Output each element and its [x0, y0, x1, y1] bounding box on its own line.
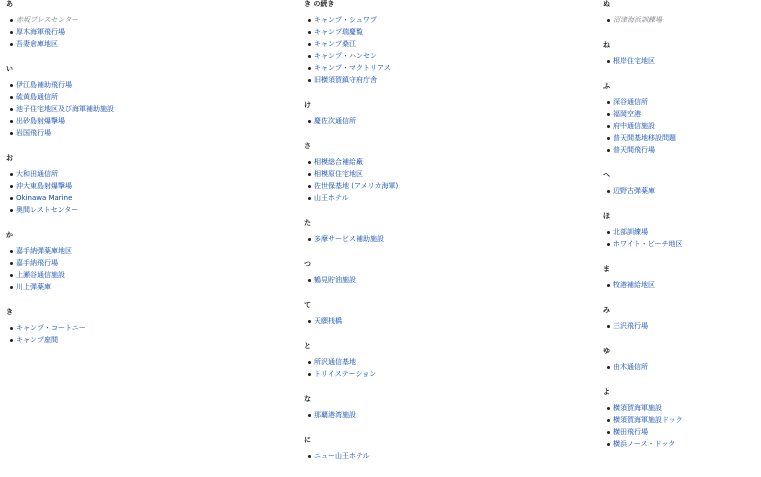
list-item: [603, 96, 761, 108]
group-heading: な: [304, 395, 311, 403]
group-heading: み: [603, 306, 610, 314]
index-group: [603, 306, 761, 332]
article-link[interactable]: 福岡空港: [613, 110, 641, 118]
article-link[interactable]: 吾妻倉庫地区: [16, 40, 58, 48]
article-link[interactable]: 上瀬谷通信施設: [16, 271, 65, 279]
list-item: [6, 269, 256, 281]
index-group: [603, 388, 761, 450]
article-link[interactable]: キャンプ・コートニー: [16, 324, 86, 332]
article-link[interactable]: Okinawa Marine: [16, 194, 73, 202]
article-link[interactable]: 嘉手納飛行場: [16, 259, 58, 267]
group-list: [304, 356, 554, 380]
list-item: [603, 108, 761, 120]
group-list: [603, 226, 761, 250]
index-group: [603, 265, 761, 291]
list-item: [304, 315, 554, 327]
list-item: [304, 180, 554, 192]
article-link[interactable]: 池子住宅地区及び海軍補助施設: [16, 105, 114, 113]
group-list: [304, 450, 554, 462]
article-link[interactable]: キャンプ桑江: [314, 40, 356, 48]
list-item: [304, 192, 554, 204]
list-item: [6, 204, 256, 216]
group-heading: き: [6, 308, 13, 316]
article-link[interactable]: 旧横須賀鎮守府庁舎: [314, 76, 377, 84]
article-link[interactable]: 深谷通信所: [613, 98, 648, 106]
list-item: [603, 132, 761, 144]
list-item: [304, 74, 554, 86]
list-item: [304, 233, 554, 245]
article-link[interactable]: ニュー山王ホテル: [314, 452, 370, 460]
article-link[interactable]: 北部訓練場: [613, 228, 648, 236]
list-item: [6, 257, 256, 269]
group-heading: さ: [304, 142, 311, 150]
group-list: [304, 233, 554, 245]
list-item: [304, 450, 554, 462]
group-list: [6, 14, 256, 50]
article-link[interactable]: 根岸住宅地区: [613, 57, 655, 65]
index-column-1: [6, 0, 256, 361]
list-item: [6, 180, 256, 192]
group-heading: か: [6, 231, 13, 239]
article-link[interactable]: 厚木海軍飛行場: [16, 28, 65, 36]
list-item: [603, 238, 761, 250]
article-link[interactable]: ホワイト・ビーチ地区: [613, 240, 683, 248]
article-link[interactable]: 多摩サービス補助施設: [314, 235, 384, 243]
index-group: [304, 101, 554, 127]
list-item: [304, 26, 554, 38]
group-heading: ゆ: [603, 347, 610, 355]
group-list: [603, 185, 761, 197]
list-item: [6, 91, 256, 103]
group-list: [304, 14, 554, 86]
article-link[interactable]: 普天間飛行場: [613, 146, 655, 154]
article-link[interactable]: キャンプ・マクトリアス: [314, 64, 391, 72]
list-item: [6, 192, 256, 204]
article-link[interactable]: 伊江島補助飛行場: [16, 81, 72, 89]
group-heading: ぬ: [603, 0, 610, 8]
article-link[interactable]: 天願桟橋: [314, 317, 342, 325]
list-item: [603, 402, 761, 414]
group-heading: へ: [603, 171, 610, 179]
group-heading: ふ: [603, 82, 610, 90]
list-item: [6, 127, 256, 139]
list-item: [6, 115, 256, 127]
group-list: [6, 79, 256, 139]
article-link[interactable]: 出砂島射爆撃場: [16, 117, 65, 125]
article-link[interactable]: 相模原住宅地区: [314, 170, 363, 178]
article-link[interactable]: 横須賀海軍施設: [613, 404, 662, 412]
group-list: [603, 96, 761, 156]
list-item: [304, 368, 554, 380]
index-group: [603, 347, 761, 373]
list-item: [603, 185, 761, 197]
index-group: [603, 0, 761, 26]
index-group: [304, 342, 554, 380]
group-list: [6, 322, 256, 346]
group-heading: ま: [603, 265, 610, 273]
article-link[interactable]: キャンプ・シュワブ: [314, 16, 377, 24]
list-item: [603, 438, 761, 450]
list-item: [603, 320, 761, 332]
group-heading: い: [6, 65, 13, 73]
article-link[interactable]: キャンプ座間: [16, 336, 58, 344]
group-heading: お: [6, 154, 13, 162]
list-item: [6, 79, 256, 91]
group-list: [304, 409, 554, 421]
group-heading: た: [304, 219, 311, 227]
list-item: [603, 120, 761, 132]
article-link[interactable]: 府中通信施設: [613, 122, 655, 130]
list-item: [603, 14, 761, 26]
list-item: [304, 14, 554, 26]
list-item: [304, 62, 554, 74]
article-link[interactable]: 所沢通信基地: [314, 358, 356, 366]
article-link[interactable]: 鶴見貯油施設: [314, 276, 356, 284]
article-link[interactable]: キャンプ・ハンセン: [314, 52, 377, 60]
list-item: [304, 156, 554, 168]
list-item: [6, 38, 256, 50]
article-link[interactable]: 由木通信所: [613, 363, 648, 371]
article-link[interactable]: 沖大東島射爆撃場: [16, 182, 72, 190]
group-list: [603, 402, 761, 450]
article-link[interactable]: 慶佐次通信所: [314, 117, 356, 125]
article-link[interactable]: キャンプ瑞慶覧: [314, 28, 363, 36]
list-item: [304, 409, 554, 421]
group-heading: き の続き: [304, 0, 335, 8]
article-link[interactable]: 普天間基地移設問題: [613, 134, 676, 142]
list-item: [6, 168, 256, 180]
article-link[interactable]: 硫黄島通信所: [16, 93, 58, 101]
group-heading: ね: [603, 41, 610, 49]
group-list: [603, 55, 761, 67]
group-list: [603, 14, 761, 26]
index-group: [304, 142, 554, 204]
article-link[interactable]: 奥間レストセンター: [16, 206, 79, 214]
list-item: [304, 38, 554, 50]
list-item: [304, 274, 554, 286]
index-group: [304, 260, 554, 286]
group-list: [6, 245, 256, 293]
article-link[interactable]: 三沢飛行場: [613, 322, 648, 330]
group-heading: よ: [603, 388, 610, 396]
index-group: [603, 212, 761, 250]
list-item: [603, 426, 761, 438]
group-heading: つ: [304, 260, 311, 268]
index-group: [6, 65, 256, 139]
list-item: [603, 226, 761, 238]
group-heading: と: [304, 342, 311, 350]
article-link[interactable]: 山王ホテル: [314, 194, 349, 202]
list-item: [6, 103, 256, 115]
list-item: [603, 55, 761, 67]
index-group: [304, 436, 554, 462]
index-column-2: [304, 0, 554, 477]
list-item: [6, 245, 256, 257]
article-link[interactable]: 横浜ノース・ドック: [613, 440, 676, 448]
index-group: [304, 395, 554, 421]
article-link[interactable]: 相模総合補給廠: [314, 158, 363, 166]
list-item: [304, 115, 554, 127]
index-group: [603, 171, 761, 197]
list-item: [603, 279, 761, 291]
list-item: [6, 281, 256, 293]
list-item: [6, 14, 256, 26]
index-group: [6, 231, 256, 293]
group-list: [304, 274, 554, 286]
group-list: [304, 315, 554, 327]
article-link[interactable]: 赤坂プレスセンター: [16, 16, 79, 24]
list-item: [6, 334, 256, 346]
index-column-3: [603, 0, 761, 465]
index-group: [603, 41, 761, 67]
article-link[interactable]: 牧港補給地区: [613, 281, 655, 289]
list-item: [6, 322, 256, 334]
article-link[interactable]: 辺野古弾薬庫: [613, 187, 655, 195]
article-link[interactable]: 大和田通信所: [16, 170, 58, 178]
group-heading: に: [304, 436, 311, 444]
index-group: [6, 154, 256, 216]
group-list: [304, 115, 554, 127]
index-group: [304, 0, 554, 86]
article-link[interactable]: 佐世保基地 (アメリカ海軍): [314, 182, 399, 190]
group-heading: ほ: [603, 212, 610, 220]
group-list: [304, 156, 554, 204]
index-group: [6, 0, 256, 50]
article-link[interactable]: 岩国飛行場: [16, 129, 51, 137]
group-list: [6, 168, 256, 216]
article-link[interactable]: 沼津海浜訓練場: [613, 16, 662, 24]
list-item: [603, 144, 761, 156]
article-link[interactable]: 横須賀海軍施設ドック: [613, 416, 683, 424]
article-link[interactable]: トリイステーション: [314, 370, 377, 378]
list-item: [603, 361, 761, 373]
group-heading: て: [304, 301, 311, 309]
index-group: [304, 301, 554, 327]
group-list: [603, 320, 761, 332]
group-heading: け: [304, 101, 311, 109]
list-item: [304, 356, 554, 368]
article-link[interactable]: 川上弾薬庫: [16, 283, 51, 291]
list-item: [6, 26, 256, 38]
group-list: [603, 279, 761, 291]
index-group: [6, 308, 256, 346]
group-heading: あ: [6, 0, 13, 8]
group-list: [603, 361, 761, 373]
index-group: [304, 219, 554, 245]
list-item: [304, 50, 554, 62]
index-group: [603, 82, 761, 156]
article-link[interactable]: 横田飛行場: [613, 428, 648, 436]
article-link[interactable]: 那覇港湾施設: [314, 411, 356, 419]
list-item: [304, 168, 554, 180]
article-link[interactable]: 嘉手納弾薬庫地区: [16, 247, 72, 255]
